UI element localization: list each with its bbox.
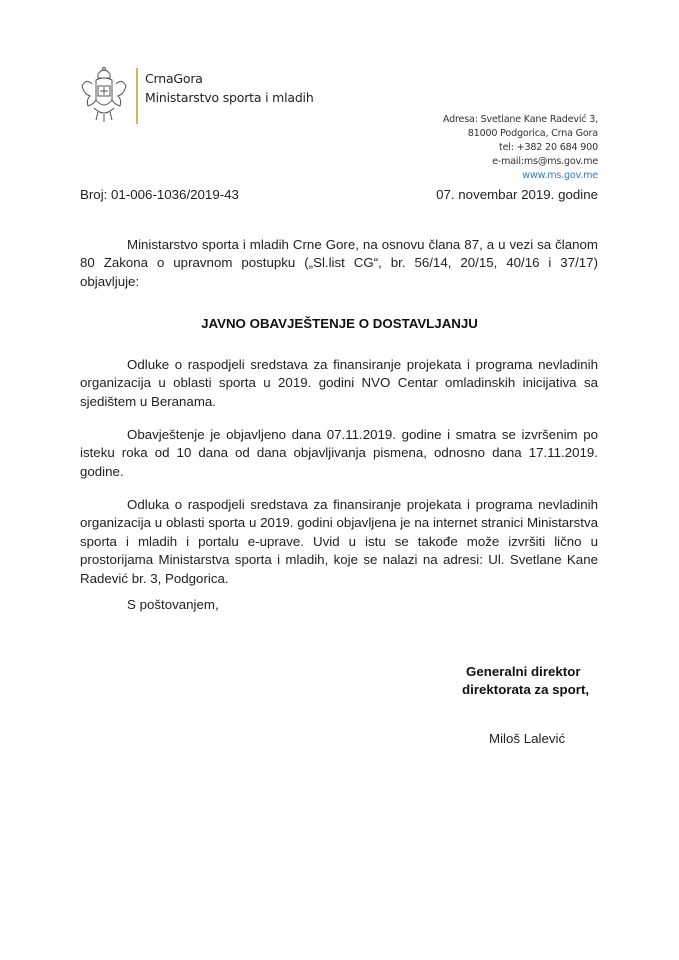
contact-city: 81000 Podgorica, Crna Gora [467, 128, 598, 139]
reference-number: Broj: 01-006-1036/2019-43 [80, 187, 239, 202]
intro-paragraph [80, 236, 598, 291]
body-paragraph-1 [80, 356, 598, 411]
signatory-name: Miloš Lalević [489, 731, 566, 746]
closing-salutation: S poštovanjem, [127, 597, 219, 612]
contact-address: Adresa: Svetlane Kane Radević 3, [442, 114, 598, 125]
signatory-title-line1: Generalni direktor [466, 664, 581, 679]
body-paragraph-2 [80, 426, 598, 481]
paragraph-text: Odluka o raspodjeli sredstava za finansiranje projekata i programa nevladinih organizacija u oblasti sporta u 2019. godini objavljena je na internet stranici Ministarstva sporta i mladih i portalu e-uprave. Uvid u istu se takođe može izvršiti lično u prostorijama Ministarstva sporta i mladih, koje se nalazi na adresi: Ul. Svetlane Kane Radević br. 3, Podgorica. [80, 497, 598, 586]
signatory-title-line2: direktorata za sport, [462, 682, 590, 697]
paragraph-text: Odluke o raspodjeli sredstava za finansiranje projekata i programa nevladinih organizacija u oblasti sporta u 2019. godini NVO Centar omladinskih inicijativa sa sjedištem u Beranama. [80, 357, 598, 409]
contact-tel: tel: +382 20 684 900 [499, 142, 598, 153]
signatory-title [462, 663, 589, 699]
intro-text: Ministarstvo sporta i mladih Crne Gore, na osnovu člana 87, a u vezi sa članom 80 Zakona o upravnom postupku („Sl.list CG“, br. 56/14, 20/15, 40/16 i 37/17) objavljuje: [80, 237, 598, 289]
body-paragraph-3 [80, 496, 598, 588]
contact-website-link[interactable]: www.ms.gov.me [522, 170, 598, 181]
header-accent-line [136, 68, 138, 124]
org-country: CrnaGora [145, 71, 203, 86]
organization-name [145, 69, 314, 107]
contact-email[interactable]: e-mail:ms@ms.gov.me [492, 156, 598, 167]
document-title: JAVNO OBAVJEŠTENJE O DOSTAVLJANJU [201, 316, 478, 331]
org-ministry: Ministarstvo sporta i mladih [145, 90, 314, 105]
contact-block [443, 113, 598, 183]
coat-of-arms-icon [78, 64, 130, 124]
paragraph-text: Obavještenje je objavljeno dana 07.11.2019. godine i smatra se izvršenim po isteku roka od 10 dana od dana objavljivanja pismena, odnosno dana 17.11.2019. godine. [80, 427, 598, 479]
document-date: 07. novembar 2019. godine [436, 187, 598, 202]
